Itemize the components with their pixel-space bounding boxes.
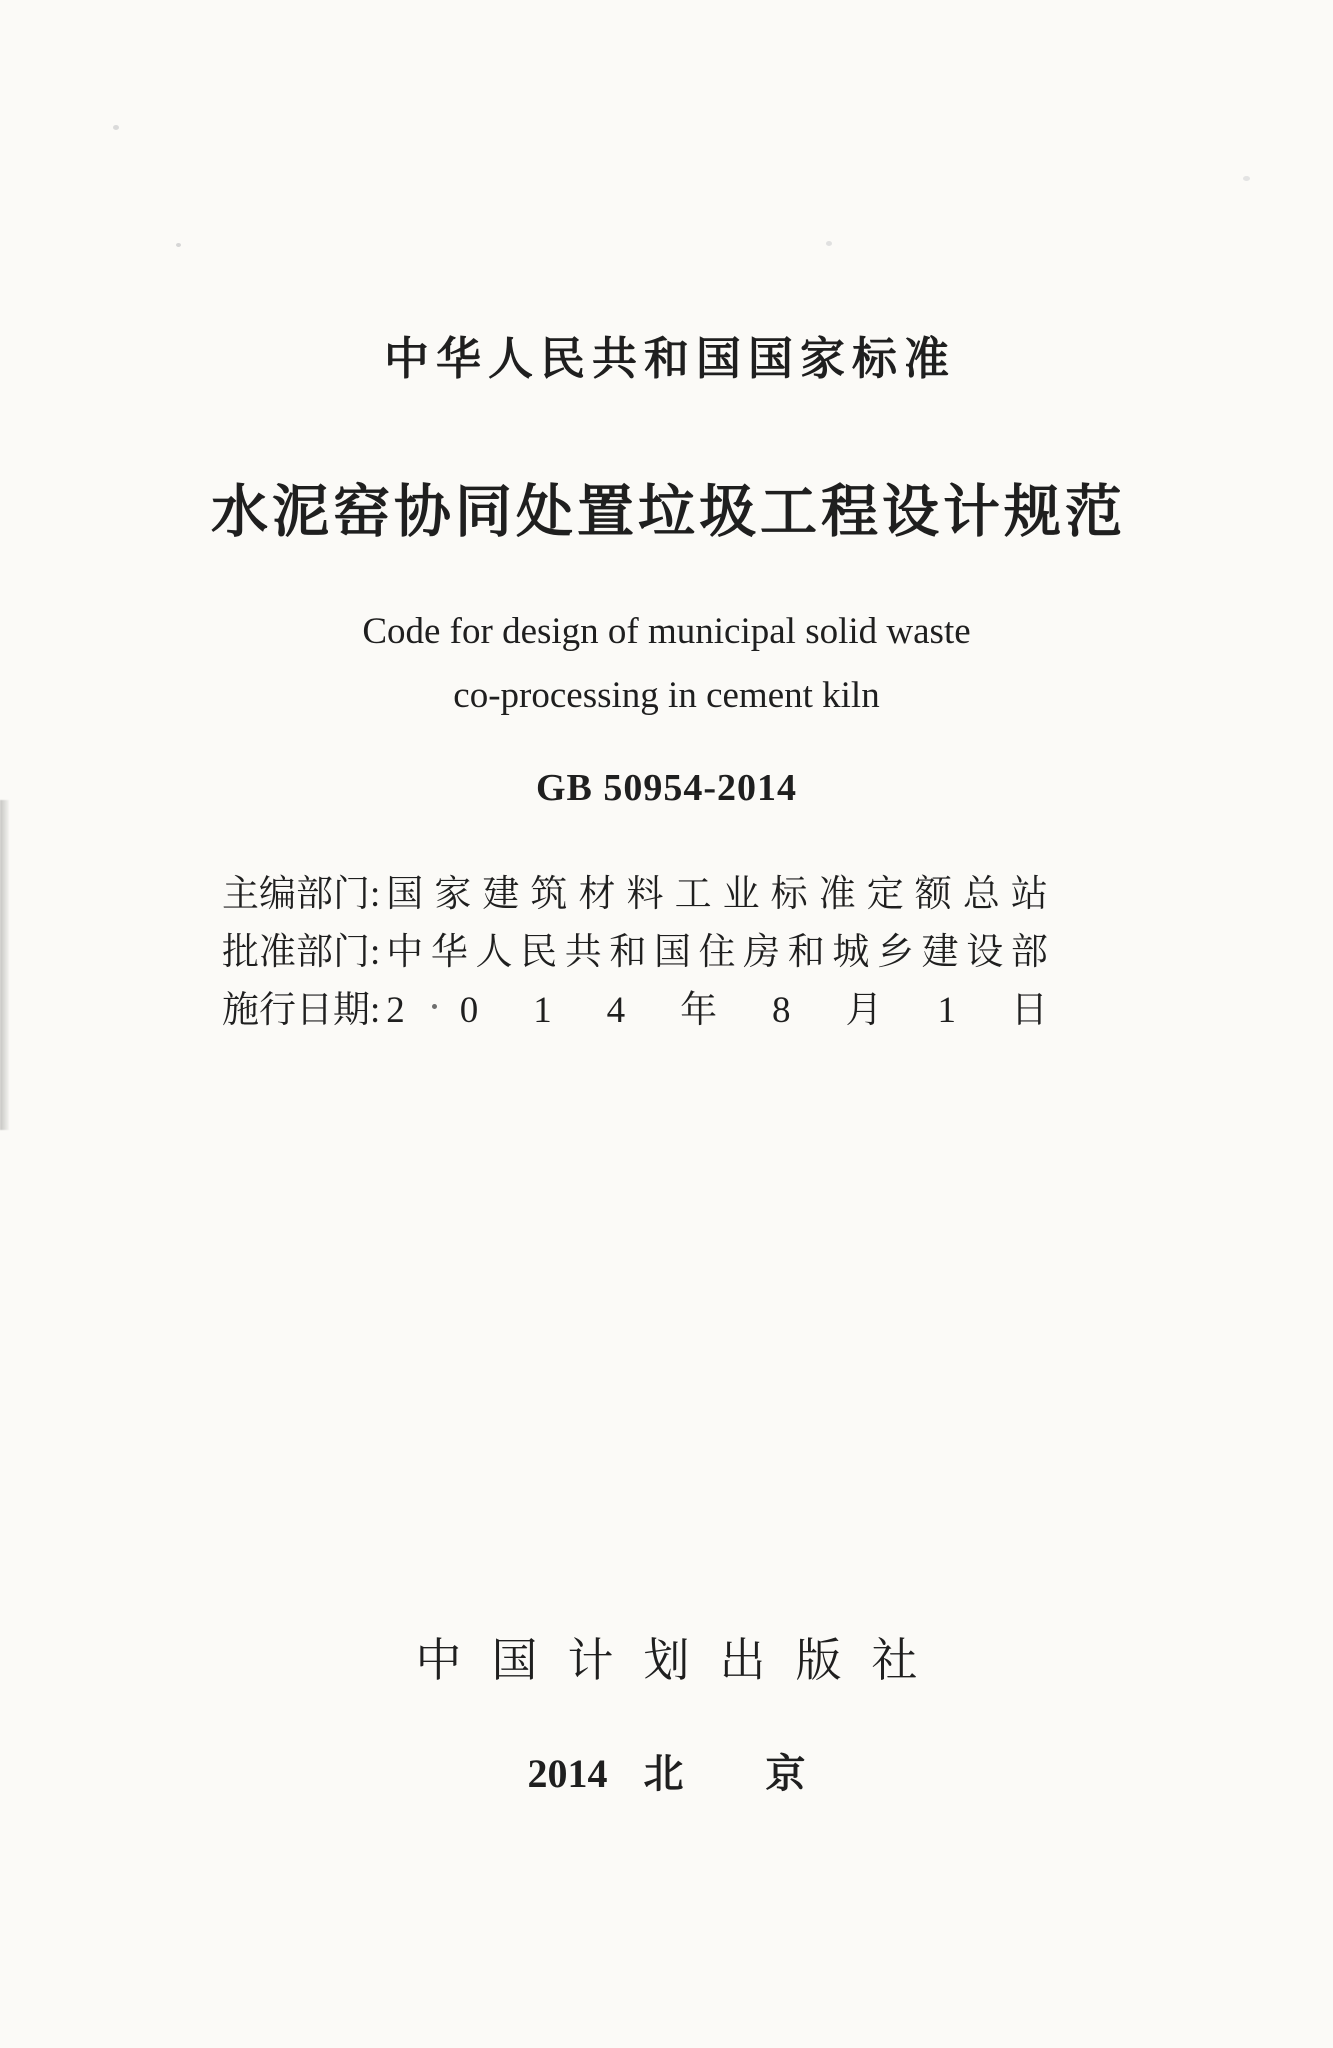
approval-department-line — [222, 924, 1048, 982]
justified-char: 住 — [698, 932, 736, 973]
imprint-year: 2014 — [527, 1751, 608, 1796]
justified-char: 2 — [386, 990, 405, 1031]
justified-char: 华 — [430, 932, 468, 973]
justified-char: 年 — [680, 990, 718, 1031]
justified-char: 业 — [722, 874, 760, 915]
justified-char: 和 — [609, 932, 647, 973]
justified-char: 建 — [482, 874, 520, 915]
justified-char: 房 — [743, 932, 781, 973]
scan-speck — [432, 1004, 437, 1009]
standard-meta-block — [222, 866, 1048, 1040]
standard-title-english-line2: co-processing in cement kiln — [453, 675, 880, 716]
imprint-city-char-jing: 京 — [765, 1751, 806, 1796]
justified-char: 标 — [770, 874, 808, 915]
justified-char: 站 — [1010, 874, 1048, 915]
scan-streak-left-edge — [0, 800, 9, 1130]
justified-char: 1 — [937, 990, 956, 1031]
compiler-department-label: 主编部门: — [222, 874, 381, 915]
justified-char: 工 — [674, 874, 712, 915]
justified-char: 准 — [818, 874, 856, 915]
justified-char: 定 — [866, 874, 904, 915]
standard-title-chinese: 水泥窑协同处置垃圾工程设计规范 — [211, 481, 1126, 544]
justified-char: 中 — [386, 932, 424, 973]
approval-department-value — [386, 924, 1048, 982]
imprint-line — [0, 1742, 1333, 1799]
implementation-date-line — [222, 982, 1048, 1040]
justified-char: 城 — [832, 932, 870, 973]
implementation-date-value — [386, 982, 1048, 1040]
compiler-department-value — [386, 866, 1048, 924]
justified-char: 设 — [966, 932, 1004, 973]
standard-title-english — [0, 600, 1333, 728]
publisher-name: 中国计划出版社 — [415, 1635, 948, 1686]
justified-char: 家 — [434, 874, 472, 915]
standard-code: GB 50954-2014 — [535, 767, 798, 809]
approval-department-label: 批准部门: — [222, 932, 381, 973]
justified-char: 人 — [475, 932, 513, 973]
justified-char: 部 — [1010, 932, 1048, 973]
national-standard-header: 中华人民共和国国家标准 — [383, 333, 956, 384]
standard-title-english-line1: Code for design of municipal solid waste — [362, 611, 971, 652]
justified-char: 筑 — [530, 874, 568, 915]
justified-char: 料 — [626, 874, 664, 915]
justified-char: 国 — [386, 874, 424, 915]
justified-char: 日 — [1010, 990, 1048, 1031]
justified-char: 0 — [459, 990, 479, 1031]
justified-char: 国 — [653, 932, 691, 973]
imprint-city-char-bei: 北 — [643, 1751, 684, 1796]
justified-char: 建 — [921, 932, 959, 973]
compiler-department-line — [222, 866, 1048, 924]
justified-char: 8 — [772, 990, 791, 1031]
scan-speck — [1243, 176, 1250, 181]
implementation-date-label: 施行日期: — [222, 990, 381, 1031]
justified-char: 材 — [578, 874, 616, 915]
justified-char: 4 — [606, 990, 626, 1031]
justified-char: 和 — [787, 932, 825, 973]
scan-speck — [176, 243, 181, 247]
justified-char: 额 — [914, 874, 952, 915]
justified-char: 1 — [533, 990, 552, 1031]
justified-char: 共 — [564, 932, 602, 973]
scan-speck — [113, 125, 119, 130]
justified-char: 总 — [962, 874, 1000, 915]
justified-char: 月 — [845, 990, 883, 1031]
justified-char: 乡 — [876, 932, 914, 973]
justified-char: 民 — [520, 932, 558, 973]
scan-speck — [826, 241, 832, 246]
